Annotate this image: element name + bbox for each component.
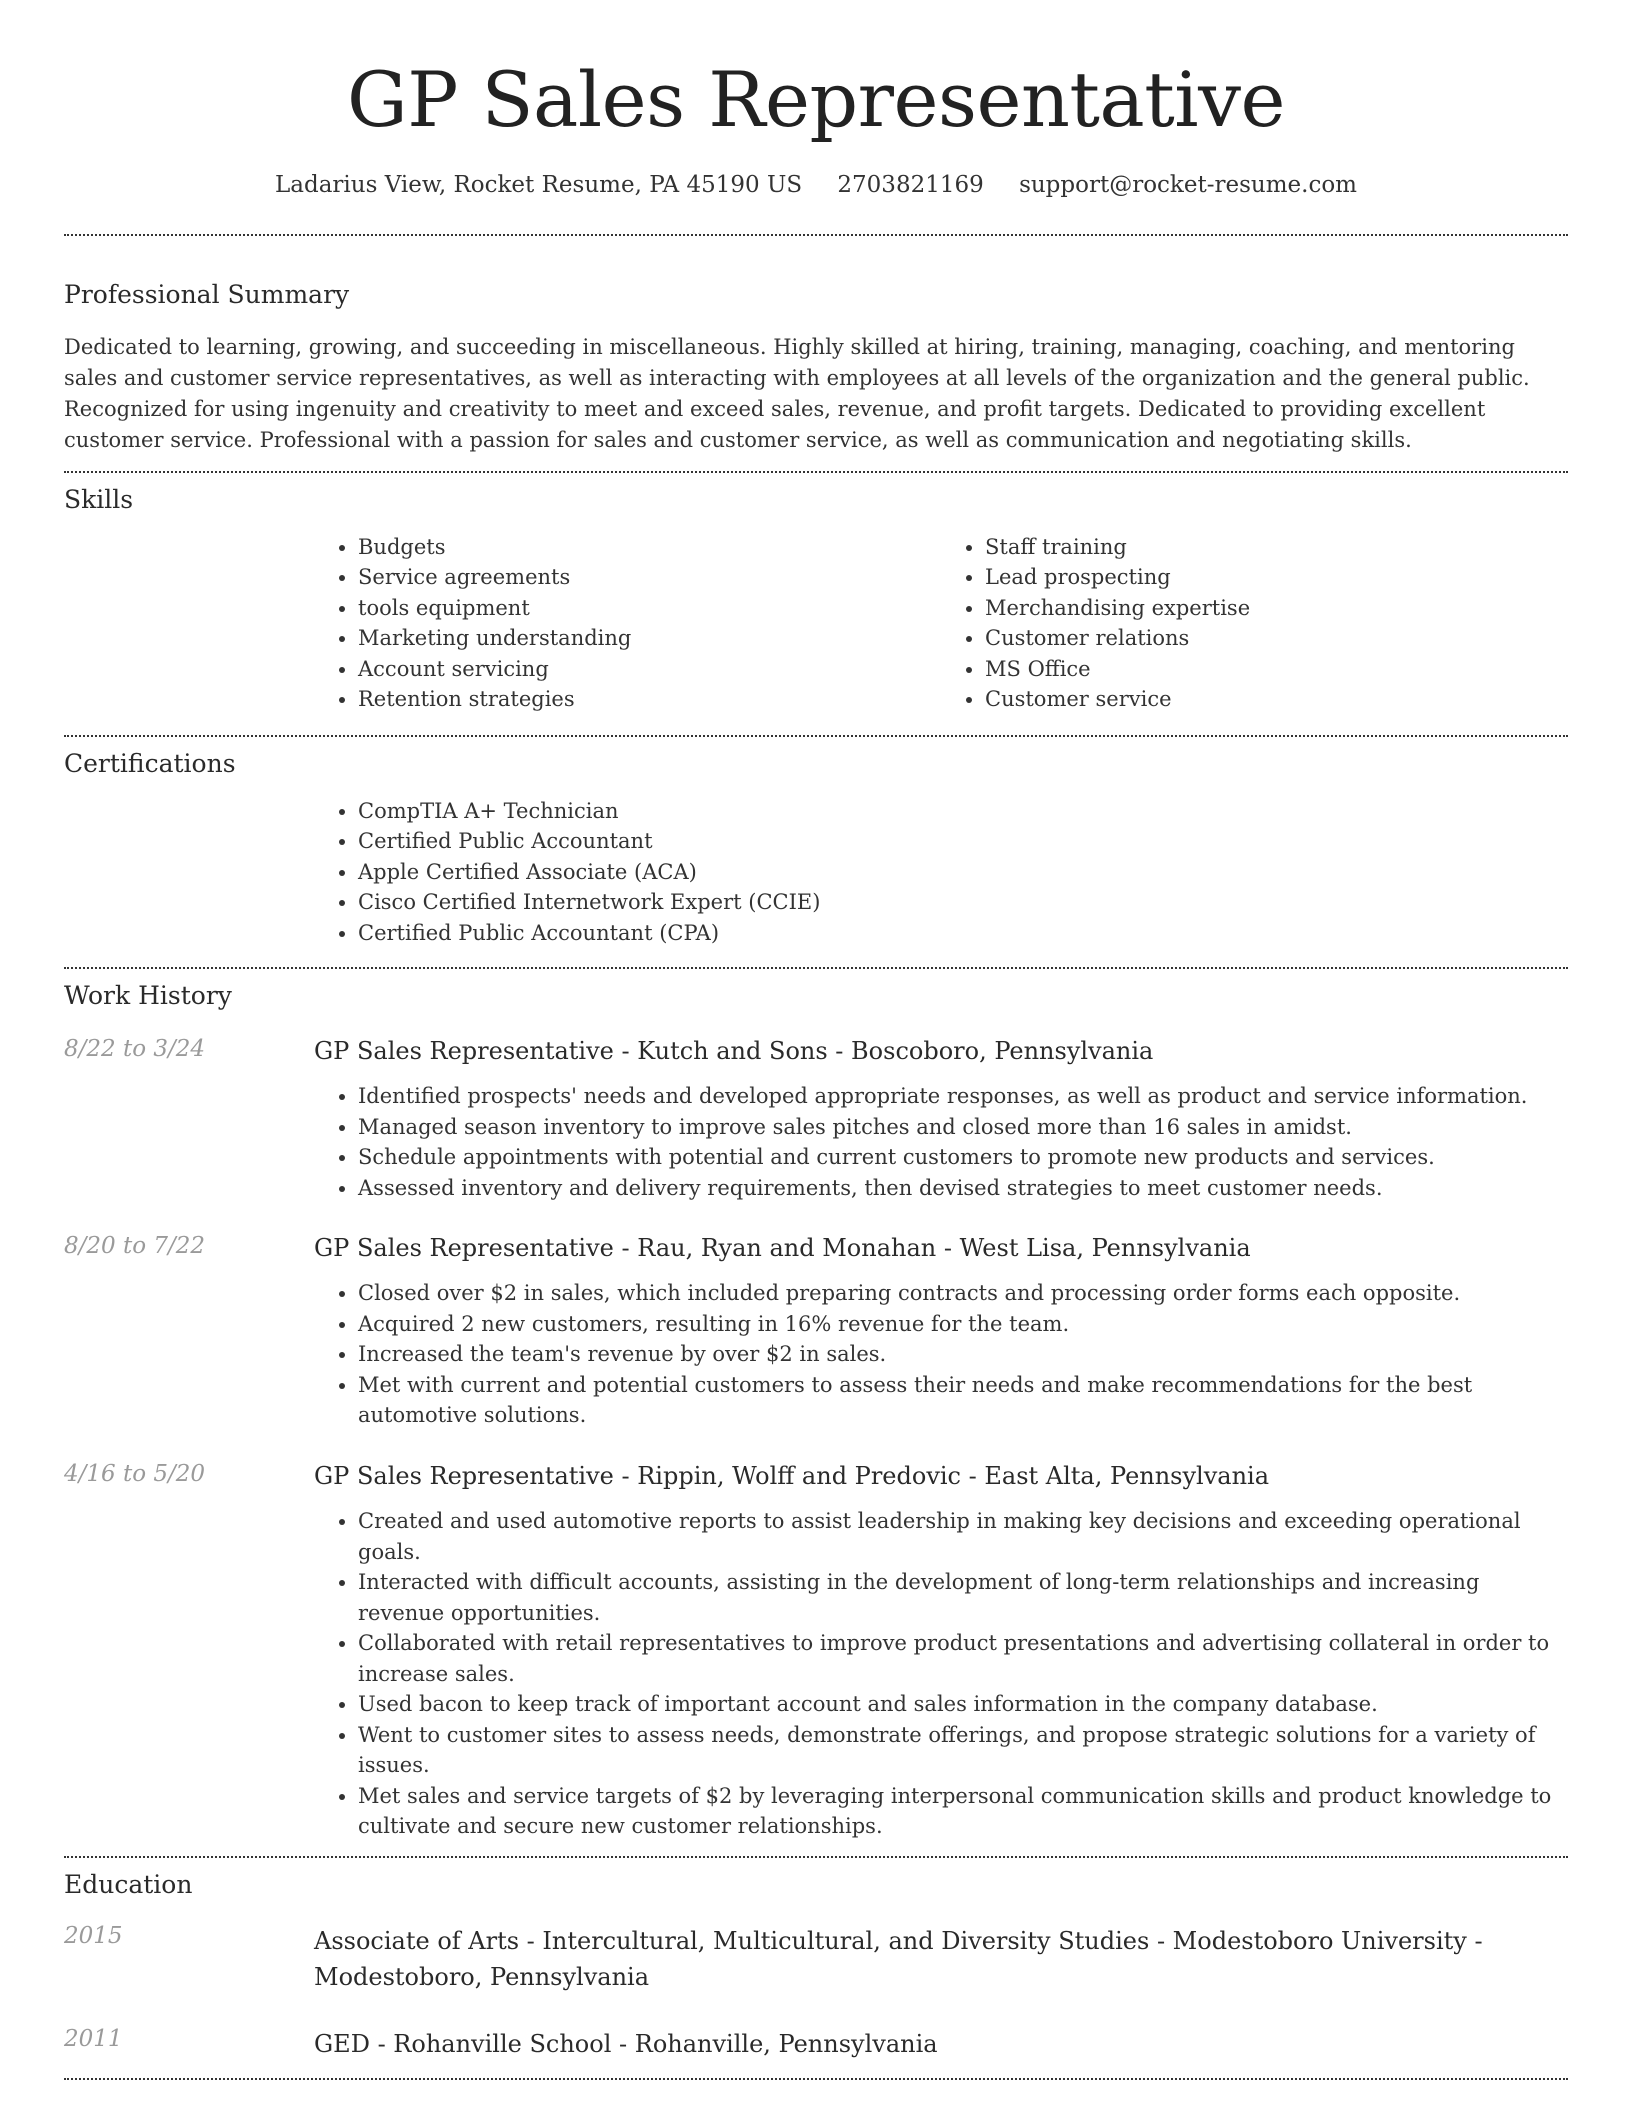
skills-list — [314, 532, 1568, 715]
skill-item: • Service agreements — [358, 562, 941, 593]
section-divider — [64, 234, 1568, 236]
skill-item: • Lead prospecting — [985, 562, 1568, 593]
skill-item: • MS Office — [985, 654, 1568, 685]
education-entry — [64, 1923, 1568, 1995]
job-details — [314, 1036, 1527, 1203]
certifications-heading: Certifications — [64, 748, 236, 778]
skill-item: • Budgets — [358, 532, 941, 563]
job-bullet: • Assessed inventory and delivery requirements, then devised strategies to meet customer needs. — [358, 1173, 1527, 1204]
skill-item: • Merchandising expertise — [985, 593, 1568, 624]
job-bullets — [314, 1506, 1568, 1842]
section-divider — [64, 735, 1568, 737]
certifications-list — [314, 796, 1568, 949]
skill-item: • Staff training — [985, 532, 1568, 563]
job-entry — [64, 1233, 1568, 1431]
certification-item: • CompTIA A+ Technician — [358, 796, 1568, 827]
education-year: 2011 — [64, 2025, 123, 2052]
job-bullet: • Interacted with difficult accounts, assisting in the development of long-term relationships and increasing revenue opportunities. — [358, 1567, 1568, 1628]
certification-item: • Certified Public Accountant — [358, 826, 1568, 857]
skills-column-left — [314, 532, 941, 715]
job-title: GP Sales Representative - Kutch and Sons - Boscoboro, Pennsylvania — [314, 1037, 1154, 1066]
job-details — [314, 1233, 1568, 1431]
section-divider — [64, 1856, 1568, 1858]
contact-email[interactable]: support@rocket-resume.com — [1019, 172, 1357, 198]
job-bullet: • Met with current and potential customers to assess their needs and make recommendations for the best automotive solutions. — [358, 1370, 1568, 1431]
job-dates: 8/20 to 7/22 — [64, 1233, 206, 1260]
job-entry — [64, 1036, 1568, 1203]
summary-heading: Professional Summary — [64, 279, 350, 309]
job-details — [314, 1461, 1568, 1842]
summary-text: Dedicated to learning, growing, and succeeding in miscellaneous. Highly skilled at hiring, training, managing, coaching, and mentoring sales and customer service representatives, as well as interacting with employees at all levels of the organization and the general public. Recognized for using ingenuity and creativity to meet and exceed sales, revenue, and profit targets. Dedicated to providing excellent customer service. Professional with a passion for sales and customer service, as well as communication and negotiating skills. — [64, 334, 1530, 452]
job-bullets — [314, 1081, 1527, 1203]
skill-item: • Marketing understanding — [358, 623, 941, 654]
job-bullet: • Increased the team's revenue by over $2 in sales. — [358, 1339, 1568, 1370]
job-bullet: • Acquired 2 new customers, resulting in 16% revenue for the team. — [358, 1309, 1568, 1340]
skills-column-right — [941, 532, 1568, 715]
contact-line — [64, 172, 1568, 200]
job-bullet: • Went to customer sites to assess needs, demonstrate offerings, and propose strategic solutions for a variety of issues. — [358, 1720, 1568, 1781]
job-bullet: • Used bacon to keep track of important account and sales information in the company database. — [358, 1689, 1568, 1720]
job-dates: 8/22 to 3/24 — [64, 1036, 206, 1063]
skill-item: • Account servicing — [358, 654, 941, 685]
candidate-name: GP Sales Representative — [346, 55, 1286, 144]
education-entry — [64, 2026, 1568, 2062]
job-bullet: • Identified prospects' needs and developed appropriate responses, as well as product and service information. — [358, 1081, 1527, 1112]
education-title: Associate of Arts - Intercultural, Multicultural, and Diversity Studies - Modestoboro University - Modestoboro, Pennsylvania — [314, 1926, 1483, 1991]
job-bullet: • Managed season inventory to improve sales pitches and closed more than 16 sales in amidst. — [358, 1112, 1527, 1143]
job-bullet: • Met sales and service targets of $2 by leveraging interpersonal communication skills and product knowledge to cultivate and secure new customer relationships. — [358, 1781, 1568, 1842]
skills-heading: Skills — [64, 484, 134, 514]
section-divider — [64, 967, 1568, 969]
contact-address: Ladarius View, Rocket Resume, PA 45190 US — [275, 172, 803, 198]
education-heading: Education — [64, 1869, 193, 1899]
skill-item: • Customer relations — [985, 623, 1568, 654]
job-bullet: • Closed over $2 in sales, which included preparing contracts and processing order forms each opposite. — [358, 1278, 1568, 1309]
job-dates: 4/16 to 5/20 — [64, 1460, 206, 1487]
job-bullet: • Collaborated with retail representatives to improve product presentations and advertising collateral in order to increase sales. — [358, 1628, 1568, 1689]
work-history-heading: Work History — [64, 981, 232, 1011]
education-year: 2015 — [64, 1922, 123, 1949]
certification-item: • Cisco Certified Internetwork Expert (CCIE) — [358, 887, 1568, 918]
certification-item: • Apple Certified Associate (ACA) — [358, 857, 1568, 888]
contact-phone: 2703821169 — [837, 172, 984, 198]
job-bullet: • Created and used automotive reports to assist leadership in making key decisions and exceeding operational goals. — [358, 1506, 1568, 1567]
skill-item: • tools equipment — [358, 593, 941, 624]
skill-item: • Customer service — [985, 684, 1568, 715]
section-divider — [64, 471, 1568, 473]
job-entry — [64, 1461, 1568, 1842]
job-bullets — [314, 1278, 1568, 1431]
certification-item: • Certified Public Accountant (CPA) — [358, 918, 1568, 949]
section-divider — [64, 2078, 1568, 2080]
skill-item: • Retention strategies — [358, 684, 941, 715]
job-bullet: • Schedule appointments with potential and current customers to promote new products and services. — [358, 1142, 1527, 1173]
job-title: GP Sales Representative - Rippin, Wolff and Predovic - East Alta, Pennsylvania — [314, 1461, 1270, 1490]
job-title: GP Sales Representative - Rau, Ryan and Monahan - West Lisa, Pennsylvania — [314, 1234, 1251, 1263]
education-title: GED - Rohanville School - Rohanville, Pennsylvania — [314, 2029, 938, 2058]
